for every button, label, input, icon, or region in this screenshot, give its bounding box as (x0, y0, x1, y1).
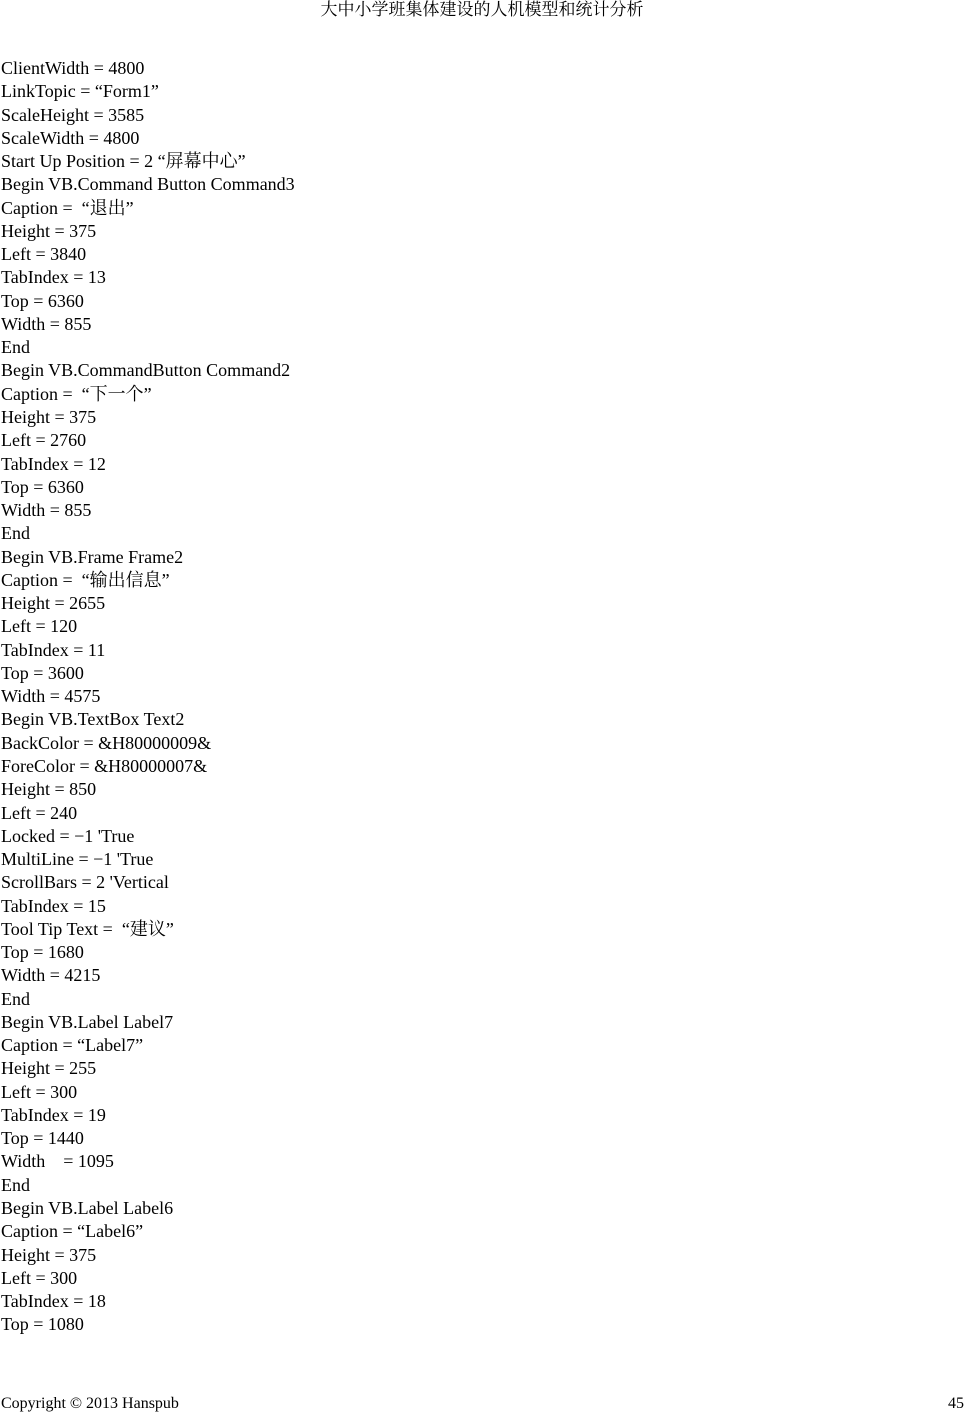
code-line: Begin VB.Label Label6 (1, 1198, 174, 1219)
code-line: Width = 855 (1, 500, 92, 521)
code-line: Width = 4215 (1, 965, 101, 986)
code-line: Top = 6360 (1, 290, 84, 311)
code-line: Height = 375 (1, 220, 97, 241)
code-line: ScaleWidth = 4800 (1, 127, 140, 148)
code-line: Caption = “输出信息” (1, 569, 170, 590)
code-line: Start Up Position = 2 “屏幕中心” (1, 151, 246, 172)
code-line: Caption = “下一个” (1, 383, 152, 404)
page-number: 45 (948, 1395, 964, 1412)
code-line: Left = 240 (1, 802, 78, 823)
code-line: BackColor = &H80000009& (1, 732, 212, 753)
code-line: TabIndex = 11 (1, 639, 106, 660)
code-line: Height = 375 (1, 1244, 97, 1265)
code-line: Height = 850 (1, 779, 97, 800)
code-line: Caption = “Label6” (1, 1221, 144, 1242)
code-line: Width = 4575 (1, 686, 101, 707)
code-line: End (1, 337, 30, 358)
code-line: Top = 1080 (1, 1314, 84, 1335)
code-listing (1, 57, 901, 1337)
code-line: Begin VB.CommandButton Command2 (1, 360, 291, 381)
code-line: Begin VB.Frame Frame2 (1, 546, 184, 567)
code-line: Tool Tip Text = “建议” (1, 918, 174, 939)
code-line: TabIndex = 18 (1, 1291, 106, 1312)
code-line: Caption = “退出” (1, 197, 134, 218)
code-line: Left = 300 (1, 1081, 78, 1102)
code-line: Top = 3600 (1, 662, 84, 683)
code-line: Width = 1095 (1, 1151, 114, 1172)
code-line: Top = 1440 (1, 1128, 84, 1149)
code-line: Left = 120 (1, 616, 78, 637)
code-line: TabIndex = 15 (1, 895, 106, 916)
code-line: Height = 255 (1, 1058, 97, 1079)
code-line: End (1, 988, 30, 1009)
code-line: Top = 1680 (1, 942, 84, 963)
code-line: Begin VB.TextBox Text2 (1, 709, 185, 730)
code-line: Height = 375 (1, 406, 97, 427)
code-line: Locked = −1 'True (1, 825, 135, 846)
code-line: TabIndex = 19 (1, 1104, 106, 1125)
code-line: ScaleHeight = 3585 (1, 104, 145, 125)
code-line: LinkTopic = “Form1” (1, 81, 159, 102)
code-line: TabIndex = 13 (1, 267, 106, 288)
code-line: Begin VB.Command Button Command3 (1, 174, 295, 195)
code-line: ForeColor = &H80000007& (1, 755, 208, 776)
code-line: Left = 2760 (1, 430, 87, 451)
code-line: ClientWidth = 4800 (1, 58, 145, 78)
code-line: End (1, 523, 30, 544)
code-line: Left = 300 (1, 1267, 78, 1288)
code-line: Width = 855 (1, 313, 92, 334)
code-line: Height = 2655 (1, 593, 106, 614)
code-line: Top = 6360 (1, 476, 84, 497)
code-line: TabIndex = 12 (1, 453, 106, 474)
code-line: Left = 3840 (1, 244, 87, 265)
code-line: End (1, 1174, 30, 1195)
copyright-footer: Copyright © 2013 Hanspub (1, 1395, 179, 1412)
running-header: 大中小学班集体建设的人机模型和统计分析 (320, 0, 644, 19)
code-line: Begin VB.Label Label7 (1, 1011, 174, 1032)
code-line: Caption = “Label7” (1, 1035, 144, 1056)
code-line: MultiLine = −1 'True (1, 849, 154, 870)
code-line: ScrollBars = 2 'Vertical (1, 872, 169, 893)
